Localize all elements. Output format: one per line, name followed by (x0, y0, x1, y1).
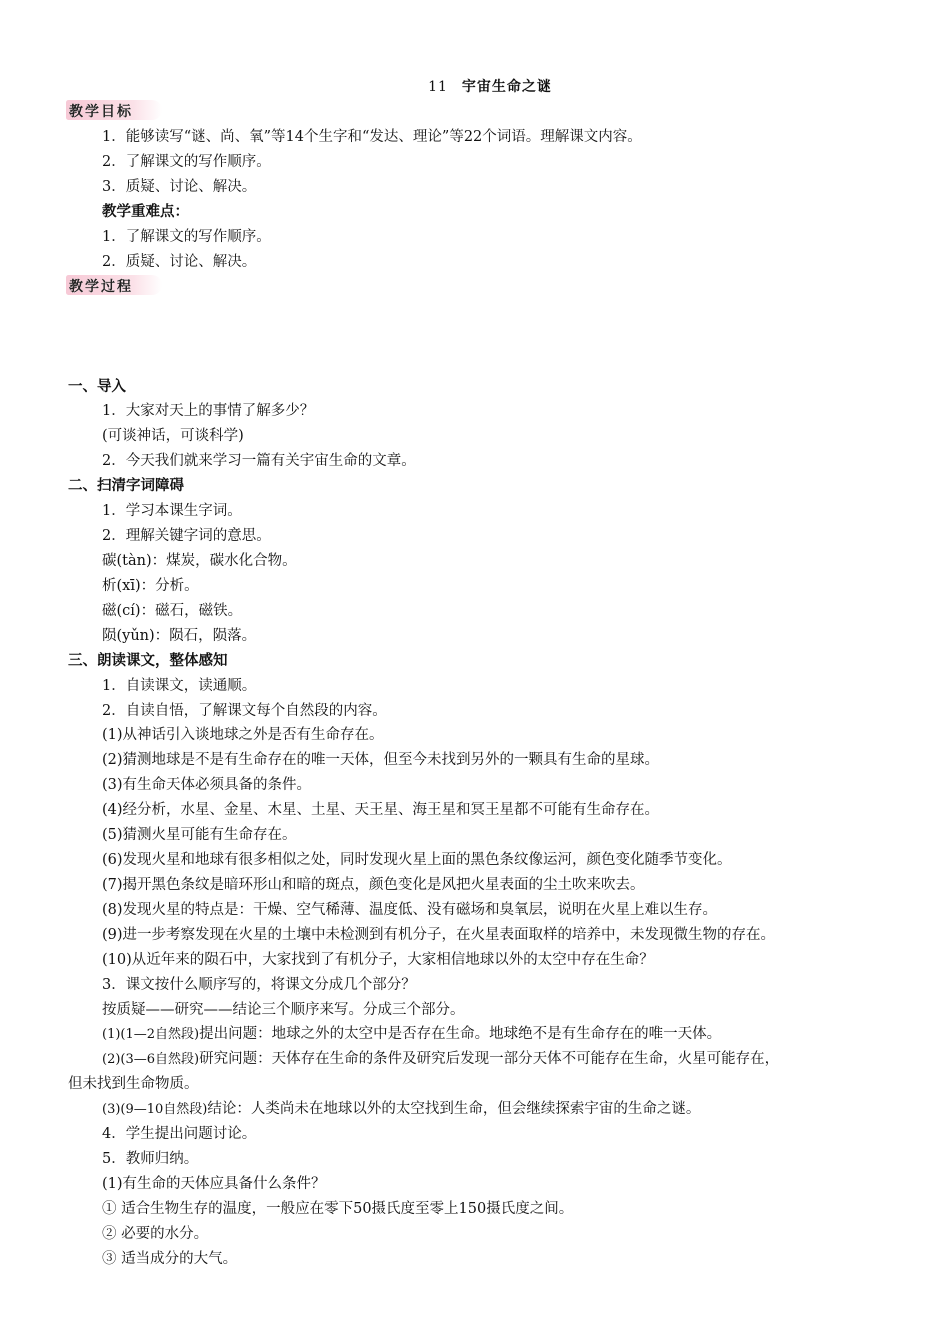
part-summary (102, 1024, 721, 1045)
text-line: 1．自读课文，读通顺。 (102, 678, 257, 694)
part-summary-continuation: 但未找到生命物质。 (68, 1076, 199, 1092)
paragraph-summary: (8)发现火星的特点是：干燥、空气稀薄、温度低、没有磁场和臭氧层，说明在火星上难以生存。 (102, 902, 718, 918)
goal-item: 2．了解课文的写作顺序。 (102, 154, 271, 170)
paragraph-summary: (2)猜测地球是不是有生命存在的唯一天体，但至今未找到另外的一颗具有生命的星球。 (102, 752, 660, 768)
text-line: 1．大家对天上的事情了解多少？ (102, 403, 315, 419)
part-summary (102, 1099, 700, 1120)
paragraph-summary: (1)从神话引入谈地球之外是否有生命存在。 (102, 727, 384, 743)
part-summary (102, 1049, 779, 1070)
section-heading: 二、扫清字词障碍 (68, 478, 184, 494)
paragraph-summary: (9)进一步考察发现在火星的土壤中未检测到有机分子，在火星表面取样的培养中，未发现微生物的存在。 (102, 927, 776, 943)
condition-item: ① 适合生物生存的温度，一般应在零下50摄氏度至零上150摄氏度之间。 (102, 1201, 574, 1217)
goal-item: 1．能够读写“谜、尚、氧”等14个生字和“发达、理论”等22个词语。理解课文内容。 (102, 129, 642, 145)
key-points-heading: 教学重难点： (102, 204, 189, 220)
vocab-line: 析(xī)：分析。 (102, 578, 199, 594)
page-title (0, 76, 950, 96)
text-line: 3．课文按什么顺序写的，将课文分成几个部分？ (102, 977, 416, 993)
paragraph-summary: (7)揭开黑色条纹是暗环形山和暗的斑点，颜色变化是风把火星表面的尘土吹来吹去。 (102, 877, 645, 893)
paragraph-summary: (4)经分析，水星、金星、木星、土星、天王星、海王星和冥王星都不可能有生命存在。 (102, 802, 660, 818)
paragraph-summary: (5)猜测火星可能有生命存在。 (102, 827, 297, 843)
condition-item: ③ 适当成分的大气。 (102, 1251, 238, 1267)
part-text: 提出问题：地球之外的太空中是否存在生命。地球绝不是有生命存在的唯一天体。 (199, 1026, 722, 1042)
banner-label: 教学过程 (69, 279, 133, 295)
text-line: 2．自读自悟，了解课文每个自然段的内容。 (102, 703, 387, 719)
paragraph-summary: (10)从近年来的陨石中，大家找到了有机分子，大家相信地球以外的太空中存在生命？ (102, 952, 654, 968)
section-heading: 一、导入 (68, 379, 126, 395)
vocab-line: 陨(yǔn)：陨石，陨落。 (102, 628, 257, 644)
vocab-line: 碳(tàn)：煤炭，碳水化合物。 (102, 553, 297, 569)
text-line: 5．教师归纳。 (102, 1151, 199, 1167)
part-tag: (2)(3—6自然段) (102, 1052, 200, 1067)
text-line: 2．今天我们就来学习一篇有关宇宙生命的文章。 (102, 453, 416, 469)
text-line: (可谈神话，可谈科学) (102, 428, 244, 444)
part-tag: (3)(9—10自然段) (102, 1102, 208, 1117)
lesson-number: 11 (428, 79, 448, 95)
key-point-item: 2．质疑、讨论、解决。 (102, 254, 257, 270)
teaching-goals-banner (66, 100, 162, 120)
paragraph-summary: (3)有生命天体必须具备的条件。 (102, 777, 312, 793)
vocab-line: 磁(cí)：磁石，磁铁。 (102, 603, 243, 619)
paragraph-summary: (6)发现火星和地球有很多相似之处，同时发现火星上面的黑色条纹像运河，颜色变化随季节变化。 (102, 852, 732, 868)
condition-item: ② 必要的水分。 (102, 1226, 209, 1242)
text-line: 4．学生提出问题讨论。 (102, 1126, 257, 1142)
key-point-item: 1．了解课文的写作顺序。 (102, 229, 271, 245)
part-text: 研究问题：天体存在生命的条件及研究后发现一部分天体不可能存在生命，火星可能存在， (199, 1051, 780, 1067)
part-text: 结论：人类尚未在地球以外的太空找到生命，但会继续探索宇宙的生命之谜。 (207, 1101, 701, 1117)
section-heading: 三、朗读课文，整体感知 (68, 653, 228, 669)
text-line: (1)有生命的天体应具备什么条件？ (102, 1176, 326, 1192)
text-line: 按质疑——研究——结论三个顺序来写。分成三个部分。 (102, 1002, 465, 1018)
part-tag: (1)(1—2自然段) (102, 1027, 200, 1042)
text-line: 2．理解关键字词的意思。 (102, 528, 271, 544)
banner-label: 教学目标 (69, 104, 133, 120)
goal-item: 3．质疑、讨论、解决。 (102, 179, 257, 195)
text-line: 1．学习本课生字词。 (102, 503, 242, 519)
teaching-process-banner (66, 275, 162, 295)
lesson-title: 宇宙生命之谜 (461, 79, 552, 95)
